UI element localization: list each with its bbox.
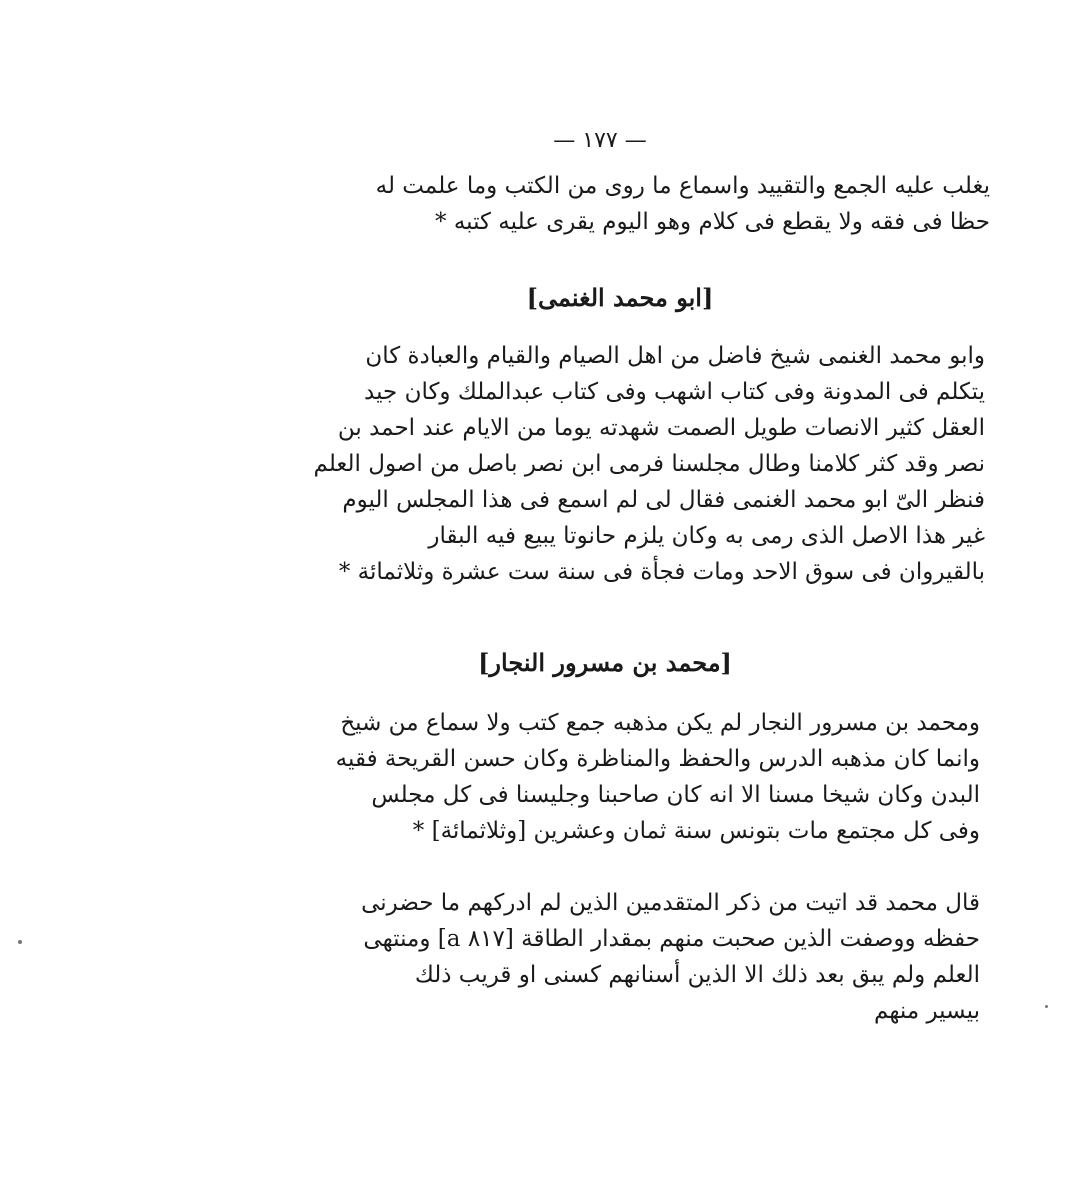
text-line: ومحمد بن مسرور النجار لم يكن مذهبه جمع كتب ولا سماع من شيخ — [340, 710, 980, 736]
text-line: العلم ولم يبق بعد ذلك الا الذين أسنانهم كسنى او قريب ذلك — [414, 962, 980, 988]
section-heading-abu-muhammad-al-ghanami: [ابو محمد الغنمى] — [526, 283, 714, 312]
scan-speck — [1045, 1005, 1048, 1008]
text-line: وانما كان مذهبه الدرس والحفظ والمناظرة وكان حسن القريحة فقيه — [335, 746, 980, 772]
text-line: قال محمد قد اتيت من ذكر المتقدمين الذين لم ادركهم ما حضرنى — [361, 890, 980, 916]
page-number: — ١٧٧ — — [553, 128, 647, 153]
opening-paragraph — [200, 168, 990, 240]
text-line: وابو محمد الغنمى شيخ فاضل من اهل الصيام والقيام والعبادة كان — [365, 343, 985, 369]
section-1-paragraph — [205, 338, 985, 590]
text-line: وفى كل مجتمع مات بتونس سنة ثمان وعشرين [وثلاثمائة] * — [412, 818, 980, 844]
text-line: بالقيروان فى سوق الاحد ومات فجأة فى سنة ست عشرة وثلاثمائة * — [338, 559, 985, 585]
text-line: حظا فى فقه ولا يقطع فى كلام وهو اليوم يقرى عليه كتبه * — [435, 209, 990, 235]
text-line: حفظه ووصفت الذين صحبت منهم بمقدار الطاقة [٨١٧ a] ومنتهى — [363, 926, 980, 952]
text-line: يغلب عليه الجمع والتقييد واسماع ما روى من الكتب وما علمت له — [375, 173, 990, 199]
scan-speck — [18, 940, 22, 944]
text-line: نصر وقد كثر كلامنا وطال مجلسنا فرمى ابن نصر باصل من اصول العلم — [313, 451, 985, 477]
text-line: يتكلم فى المدونة وفى كتاب اشهب وفى كتاب عبدالملك وكان جيد — [364, 379, 985, 405]
section-heading-muhammad-ibn-masrur-al-najjar: [محمد بن مسرور النجار] — [478, 648, 732, 677]
text-line: بيسير منهم — [874, 998, 980, 1024]
text-line: غير هذا الاصل الذى رمى به وكان يلزم حانوتا يبيع فيه البقار — [428, 523, 985, 549]
closing-paragraph — [210, 885, 980, 1029]
text-line: البدن وكان شيخا مسنا الا انه كان صاحبنا وجليسنا فى كل مجلس — [371, 782, 980, 808]
text-line: العقل كثير الانصات طويل الصمت شهدته يوما من الايام عند احمد بن — [337, 415, 985, 441]
text-line: فنظر الىّ ابو محمد الغنمى فقال لى لم اسمع فى هذا المجلس اليوم — [342, 487, 985, 513]
section-2-paragraph — [210, 705, 980, 849]
